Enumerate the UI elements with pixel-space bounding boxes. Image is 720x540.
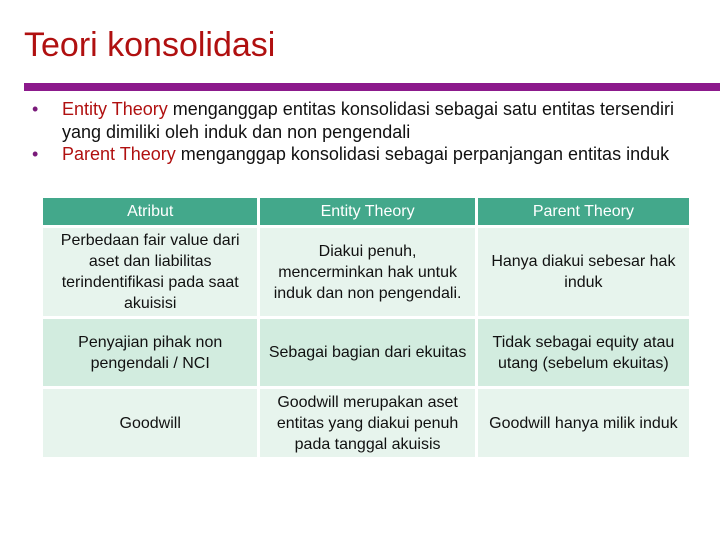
bullet-body: menganggap konsolidasi sebagai perpanjangan entitas induk — [175, 144, 670, 164]
table-row — [43, 319, 689, 386]
table-cell: Goodwill — [43, 389, 257, 457]
table-cell: Goodwill hanya milik induk — [478, 389, 689, 457]
table-cell: Hanya diakui sebesar hak induk — [478, 228, 689, 316]
column-header-atribut: Atribut — [43, 198, 257, 225]
slide-title: Teori konsolidasi — [24, 26, 276, 64]
title-divider — [24, 83, 720, 91]
table-cell: Diakui penuh, mencerminkan hak untuk induk dan non pengendali. — [260, 228, 474, 316]
column-header-entity-theory: Entity Theory — [260, 198, 474, 225]
table-cell: Penyajian pihak non pengendali / NCI — [43, 319, 257, 386]
table-cell: Tidak sebagai equity atau utang (sebelum ekuitas) — [478, 319, 689, 386]
bullet-text — [62, 98, 700, 143]
bullet-text — [62, 143, 700, 166]
table-row — [43, 228, 689, 316]
column-header-parent-theory: Parent Theory — [478, 198, 689, 225]
comparison-table — [40, 195, 692, 460]
bullet-body: menganggap entitas konsolidasi sebagai satu entitas tersendiri yang dimiliki oleh induk dan non pengendali — [62, 99, 675, 142]
bullet-term: Entity Theory — [62, 99, 168, 119]
bullet-item — [30, 143, 700, 166]
bullet-list — [30, 98, 700, 166]
table-header-row — [43, 198, 689, 225]
bullet-item — [30, 98, 700, 143]
table-row — [43, 389, 689, 457]
bullet-glyph: • — [32, 99, 39, 119]
bullet-term: Parent Theory — [62, 144, 176, 164]
bullet-glyph: • — [32, 144, 39, 164]
table-cell: Sebagai bagian dari ekuitas — [260, 319, 474, 386]
table-cell: Perbedaan fair value dari aset dan liabilitas terindentifikasi pada saat akuisisi — [43, 228, 257, 316]
table-cell: Goodwill merupakan aset entitas yang diakui penuh pada tanggal akuisis — [260, 389, 474, 457]
